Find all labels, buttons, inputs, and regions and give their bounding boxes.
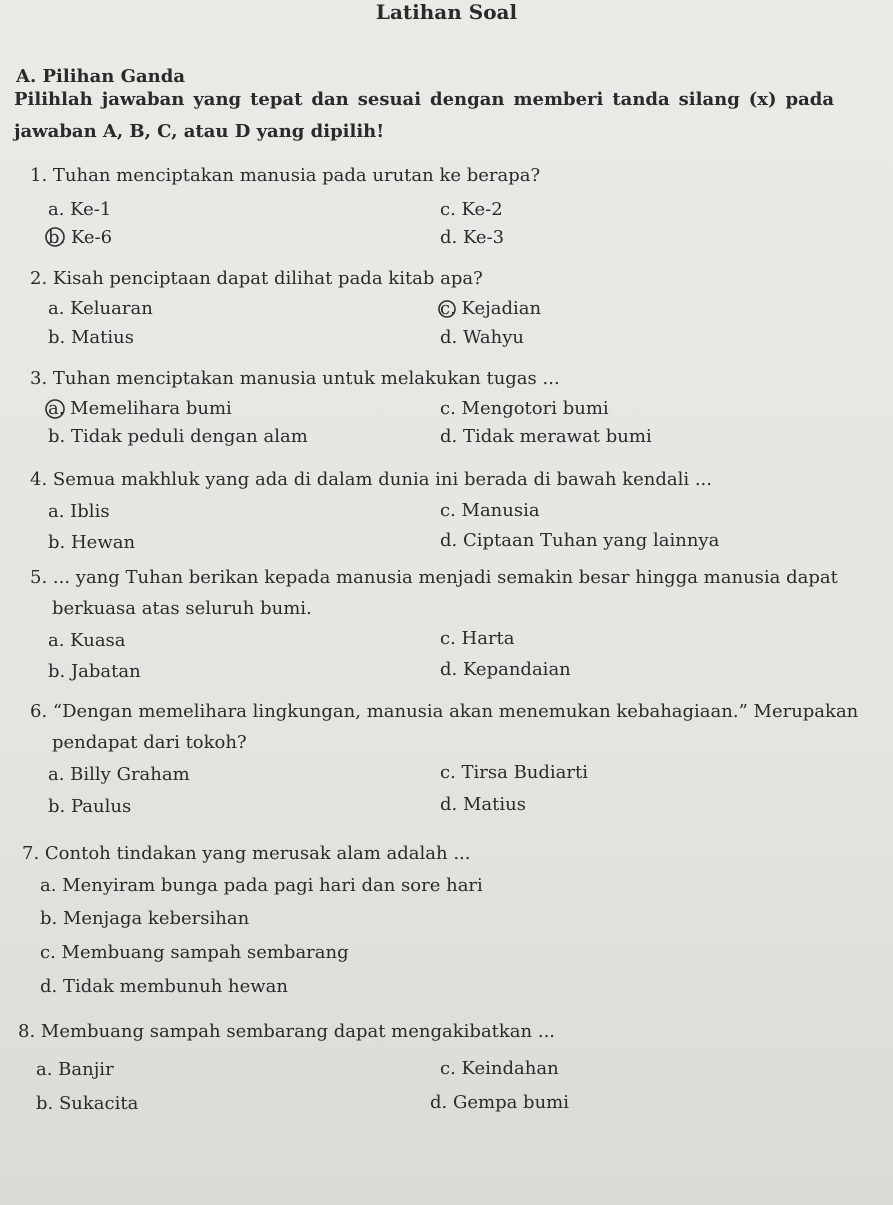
question-5-line-1: 5. ... yang Tuhan berikan kepada manusia menjadi semakin besar hingga manusia dapat (30, 567, 838, 588)
q6-option-d[interactable]: d. Matius (440, 794, 526, 815)
question-5-line-2: berkuasa atas seluruh bumi. (52, 598, 312, 619)
q8-option-d[interactable]: d. Gempa bumi (430, 1092, 569, 1113)
question-6-line-1: 6. “Dengan memelihara lingkungan, manusia akan menemukan kebahagiaan.” Merupakan (30, 701, 859, 722)
question-6-line-2: pendapat dari tokoh? (52, 732, 247, 753)
q5-option-d[interactable]: d. Kepandaian (440, 659, 571, 680)
instruction-line-2: jawaban A, B, C, atau D yang dipilih! (14, 121, 385, 142)
q5-option-a[interactable]: a. Kuasa (48, 630, 126, 651)
q4-option-a[interactable]: a. Iblis (48, 501, 110, 522)
q8-option-b[interactable]: b. Sukacita (36, 1093, 139, 1114)
q2-option-d[interactable]: d. Wahyu (440, 327, 524, 348)
q3-option-a[interactable]: a. Memelihara bumi (48, 398, 232, 419)
q2-option-a[interactable]: a. Keluaran (48, 298, 153, 319)
question-3: 3. Tuhan menciptakan manusia untuk melakukan tugas ... (30, 368, 560, 389)
question-4: 4. Semua makhluk yang ada di dalam dunia ini berada di bawah kendali ... (30, 469, 712, 490)
q1-option-a[interactable]: a. Ke-1 (48, 199, 112, 220)
q3-option-b[interactable]: b. Tidak peduli dengan alam (48, 426, 308, 447)
question-2: 2. Kisah penciptaan dapat dilihat pada kitab apa? (30, 268, 483, 289)
q5-option-c[interactable]: c. Harta (440, 628, 515, 649)
instruction-line-1: Pilihlah jawaban yang tepat dan sesuai dengan memberi tanda silang (x) pada (14, 89, 834, 110)
q3-option-c[interactable]: c. Mengotori bumi (440, 398, 609, 419)
q6-option-c[interactable]: c. Tirsa Budiarti (440, 762, 589, 783)
section-heading: A. Pilihan Ganda (16, 66, 186, 87)
q3-option-d[interactable]: d. Tidak merawat bumi (440, 426, 652, 447)
q8-option-c[interactable]: c. Keindahan (440, 1058, 559, 1079)
q2-option-c[interactable]: c. Kejadian (440, 298, 542, 319)
q4-option-b[interactable]: b. Hewan (48, 532, 136, 553)
q7-option-c[interactable]: c. Membuang sampah sembarang (40, 942, 349, 963)
page-title: Latihan Soal (375, 0, 518, 24)
q6-option-b[interactable]: b. Paulus (48, 796, 132, 817)
q2-option-b[interactable]: b. Matius (48, 327, 134, 348)
q1-option-d[interactable]: d. Ke-3 (440, 227, 505, 248)
q4-option-d[interactable]: d. Ciptaan Tuhan yang lainnya (440, 530, 720, 551)
q5-option-b[interactable]: b. Jabatan (48, 661, 141, 682)
question-1: 1. Tuhan menciptakan manusia pada urutan ke berapa? (30, 165, 541, 186)
q8-option-a[interactable]: a. Banjir (36, 1059, 114, 1080)
q7-option-d[interactable]: d. Tidak membunuh hewan (40, 976, 288, 997)
q6-option-a[interactable]: a. Billy Graham (48, 764, 190, 785)
q1-option-c[interactable]: c. Ke-2 (440, 199, 503, 220)
question-8: 8. Membuang sampah sembarang dapat mengakibatkan ... (18, 1021, 556, 1042)
q7-option-b[interactable]: b. Menjaga kebersihan (40, 908, 250, 929)
q4-option-c[interactable]: c. Manusia (440, 500, 540, 521)
q7-option-a[interactable]: a. Menyiram bunga pada pagi hari dan sore hari (40, 875, 483, 896)
q1-option-b[interactable]: b. Ke-6 (48, 227, 113, 248)
instruction (14, 84, 834, 148)
question-7: 7. Contoh tindakan yang merusak alam adalah ... (22, 843, 471, 864)
